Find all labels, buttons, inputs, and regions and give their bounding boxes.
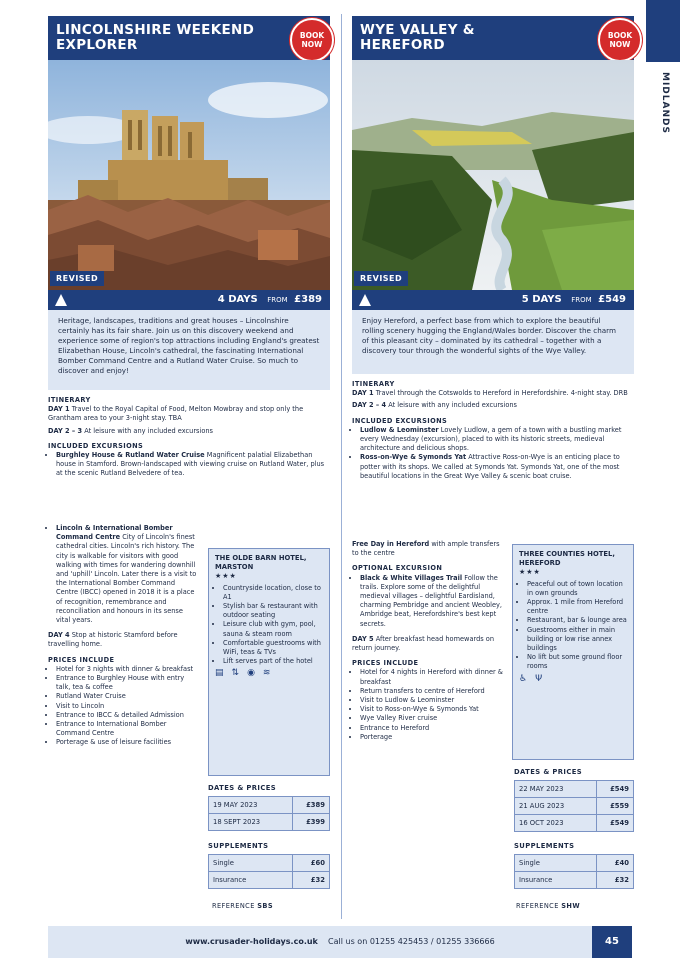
lincoln-excursion: [48, 524, 198, 748]
tour-title: WYE VALLEY & HEREFORD: [352, 16, 634, 60]
dates-table: [514, 780, 634, 832]
list-item: • Return transfers to centre of Hereford: [360, 687, 504, 696]
table-row: Single £40: [515, 855, 634, 872]
hotel-feature: • Restaurant, bar & lounge area: [527, 616, 627, 625]
hotel-stars: ★★★: [215, 572, 237, 581]
website-link[interactable]: www.crusader-holidays.co.uk: [185, 937, 318, 946]
bed-icon: ▤: [215, 668, 224, 679]
hotel-box: [512, 544, 634, 760]
reference-code: REFERENCE SHW: [516, 902, 581, 910]
duration: 5 DAYS: [521, 294, 562, 305]
restaurant-icon: Ψ: [535, 673, 543, 684]
excursions-heading: INCLUDED EXCURSIONS: [48, 441, 144, 450]
coach-icon: [358, 293, 372, 307]
from-price: £389: [294, 294, 322, 305]
duration: 4 DAYS: [217, 294, 258, 305]
dates-table: [208, 796, 330, 831]
duration-price-bar: [352, 290, 634, 310]
table-row: 22 MAY 2023 £549: [515, 781, 634, 798]
footer-bar: [48, 926, 632, 958]
free-day: Free Day in Hereford with ample transfers to the centre: [352, 540, 500, 558]
table-row: Insurance £32: [515, 872, 634, 889]
itinerary-heading: ITINERARY: [48, 396, 91, 404]
itinerary-day: DAY 1 Travel through the Cotswolds to Hereford in Herefordshire. 4-night stay. DRB: [352, 389, 628, 398]
coach-icon: [54, 293, 68, 307]
wifi-icon: ◉: [247, 668, 255, 679]
hotel-box: [208, 548, 330, 776]
page-number: 45: [592, 926, 632, 958]
list-item: • Entrance to Burghley House with entry talk, tea & coffee: [56, 674, 198, 692]
hotel-feature: • No lift but some ground floor rooms: [527, 653, 627, 671]
list-item: • Rutland Water Cruise: [56, 692, 198, 701]
from-label: FROM: [267, 296, 288, 304]
list-item: • Visit to Ludlow & Leominster: [360, 696, 504, 705]
lift-icon: ⇅: [231, 668, 240, 679]
right-details: [352, 540, 504, 742]
excursion-item: • Ludlow & Leominster Lovely Ludlow, a gem of a town with a bustling market every Wednesday (excursion), placed to with its historic streets, medieval architecture and delicious shops.: [360, 426, 634, 454]
list-item: • Visit to Ross-on-Wye & Symonds Yat: [360, 705, 504, 714]
itinerary-day: DAY 4 Stop at historic Stamford before travelling home.: [48, 631, 178, 649]
from-label: FROM: [571, 296, 592, 304]
prices-include-list: [48, 665, 198, 748]
revised-label: REVISED: [354, 271, 408, 286]
supplements-heading: SUPPLEMENTS: [514, 842, 575, 850]
list-item: • Entrance to IBCC & detailed Admission: [56, 711, 198, 720]
excursion-item: • Ross-on-Wye & Symonds Yat Attractive Ross-on-Wye is an enticing place to potter with its shops. We called at Symonds Yat. Symonds Yat, one of the most beautiful locations in the Great Wye Valley & scenic boat cruise.: [360, 453, 634, 481]
itinerary-day: DAY 2 – 4 At leisure with any included excursions: [352, 401, 517, 410]
itinerary-section: [48, 396, 330, 479]
table-row: Single £60: [209, 855, 330, 872]
hotel-name: THE OLDE BARN HOTEL, MARSTON: [215, 554, 307, 572]
itinerary-section: [352, 380, 634, 481]
section-label: MIDLANDS: [660, 72, 670, 134]
excursion-item: • Lincoln & International Bomber Command Centre City of Lincoln's finest cathedral cities. Lincoln's rich history. The city is walkable for visitors with good walking with times for wandering downhill and 'uphill' Lincoln. Later there is a visit to the International Bomber Command Centre (IBCC) opened in 2018 it is a place of recognition, remembrance and reconciliation and honours in its sense vital years.: [56, 524, 198, 625]
table-row: 21 AUG 2023 £559: [515, 798, 634, 815]
supplements-table: [208, 854, 330, 889]
hotel-feature: • Leisure club with gym, pool, sauna & steam room: [223, 620, 323, 638]
hotel-feature: • Stylish bar & restaurant with outdoor seating: [223, 602, 323, 620]
table-row: Insurance £32: [209, 872, 330, 889]
hotel-feature: • Countryside location, close to A1: [223, 584, 323, 602]
list-item: • Hotel for 4 nights in Hereford with dinner & breakfast: [360, 668, 504, 686]
reference-code: REFERENCE SBS: [212, 902, 273, 910]
pool-icon: ≋: [262, 668, 271, 679]
list-item: • Wye Valley River cruise: [360, 714, 504, 723]
prices-include-heading: PRICES INCLUDE: [352, 659, 419, 668]
supplements-heading: SUPPLEMENTS: [208, 842, 269, 850]
list-item: • Porterage & use of leisure facilities: [56, 738, 198, 747]
list-item: • Entrance to Hereford: [360, 724, 504, 733]
itinerary-heading: ITINERARY: [352, 380, 395, 388]
excursions-heading: INCLUDED EXCURSIONS: [352, 416, 448, 425]
list-item: • Porterage: [360, 733, 504, 742]
phone-line: Call us on 01255 425453 / 01255 336666: [328, 937, 495, 946]
list-item: • Hotel for 3 nights with dinner & breakfast: [56, 665, 198, 674]
from-price: £549: [598, 294, 626, 305]
table-row: 18 SEPT 2023 £399: [209, 814, 330, 831]
itinerary-day: DAY 1 Travel to the Royal Capital of Food, Melton Mowbray and stop only the Grantham area to your 3-night stay. TBA: [48, 405, 304, 423]
hotel-feature: • Peaceful out of town location in own grounds: [527, 580, 627, 598]
optional-heading: OPTIONAL EXCURSION: [352, 564, 443, 573]
hotel-stars: ★★★: [519, 568, 541, 577]
supplements-table: [514, 854, 634, 889]
hotel-feature: • Approx. 1 mile from Hereford centre: [527, 598, 627, 616]
tour-intro: Heritage, landscapes, traditions and great houses – Lincolnshire certainly has its fair share. Join us on this discovery weekend and experience some of region's top attractions including England's greatest Elizabethan House, Lincoln's cathedral, the fascinating International Bomber Command Centre and a Rutland Water Cruise. So much to discover and enjoy!: [48, 310, 330, 390]
prices-include-list: [352, 668, 504, 742]
hotel-feature: • Lift serves part of the hotel: [223, 657, 323, 666]
hotel-feature: • Comfortable guestrooms with WiFi, teas & TVs: [223, 639, 323, 657]
hotel-feature: • Guestrooms either in main building or low rise annex buildings: [527, 626, 627, 654]
tour-intro: Enjoy Hereford, a perfect base from which to explore the beautiful rolling scenery hugging the England/Wales border. Discover the charm of this pleasant city – dominated by its cathedral – together with a discovery tour through the wonderful sights of the Wye Valley.: [352, 310, 634, 374]
revised-label: REVISED: [50, 271, 104, 286]
cathedral-photo: [48, 60, 330, 290]
tour-title: LINCOLNSHIRE WEEKEND EXPLORER: [48, 16, 330, 60]
list-item: • Visit to Lincoln: [56, 702, 198, 711]
hotel-name: THREE COUNTIES HOTEL, HEREFORD: [519, 550, 615, 568]
book-now-badge[interactable]: BOOK NOW: [598, 18, 642, 62]
section-tab: [646, 0, 680, 62]
dates-prices-heading: DATES & PRICES: [514, 768, 583, 776]
excursion-item: • Burghley House & Rutland Water Cruise Magnificent palatial Elizabethan house in Stamford. Brown-landscaped with viewing cruise on Rutland Water, plus at the scenic Rutland Belvedere of tea.: [56, 451, 330, 479]
list-item: • Entrance to International Bomber Command Centre: [56, 720, 198, 738]
itinerary-day: DAY 5 After breakfast head homewards on return journey.: [352, 634, 495, 653]
duration-price-bar: [48, 290, 330, 310]
excursion-item: • Black & White Villages Trail Follow the trails. Explore some of the delightful medieval villages – delightful Eardisland, charming Pembridge and ancient Weobley, Ambridge beat, Herefordshire's best kept secrets.: [360, 574, 504, 629]
prices-include-heading: PRICES INCLUDE: [48, 655, 115, 664]
book-now-badge[interactable]: BOOK NOW: [290, 18, 334, 62]
dates-prices-heading: DATES & PRICES: [208, 784, 277, 792]
table-row: 16 OCT 2023 £549: [515, 815, 634, 832]
table-row: 19 MAY 2023 £389: [209, 797, 330, 814]
accessibility-icon: ♿: [519, 673, 528, 684]
itinerary-day: DAY 2 – 3 At leisure with any included excursions: [48, 426, 213, 435]
column-divider: [341, 14, 342, 919]
valley-photo: [352, 60, 634, 290]
